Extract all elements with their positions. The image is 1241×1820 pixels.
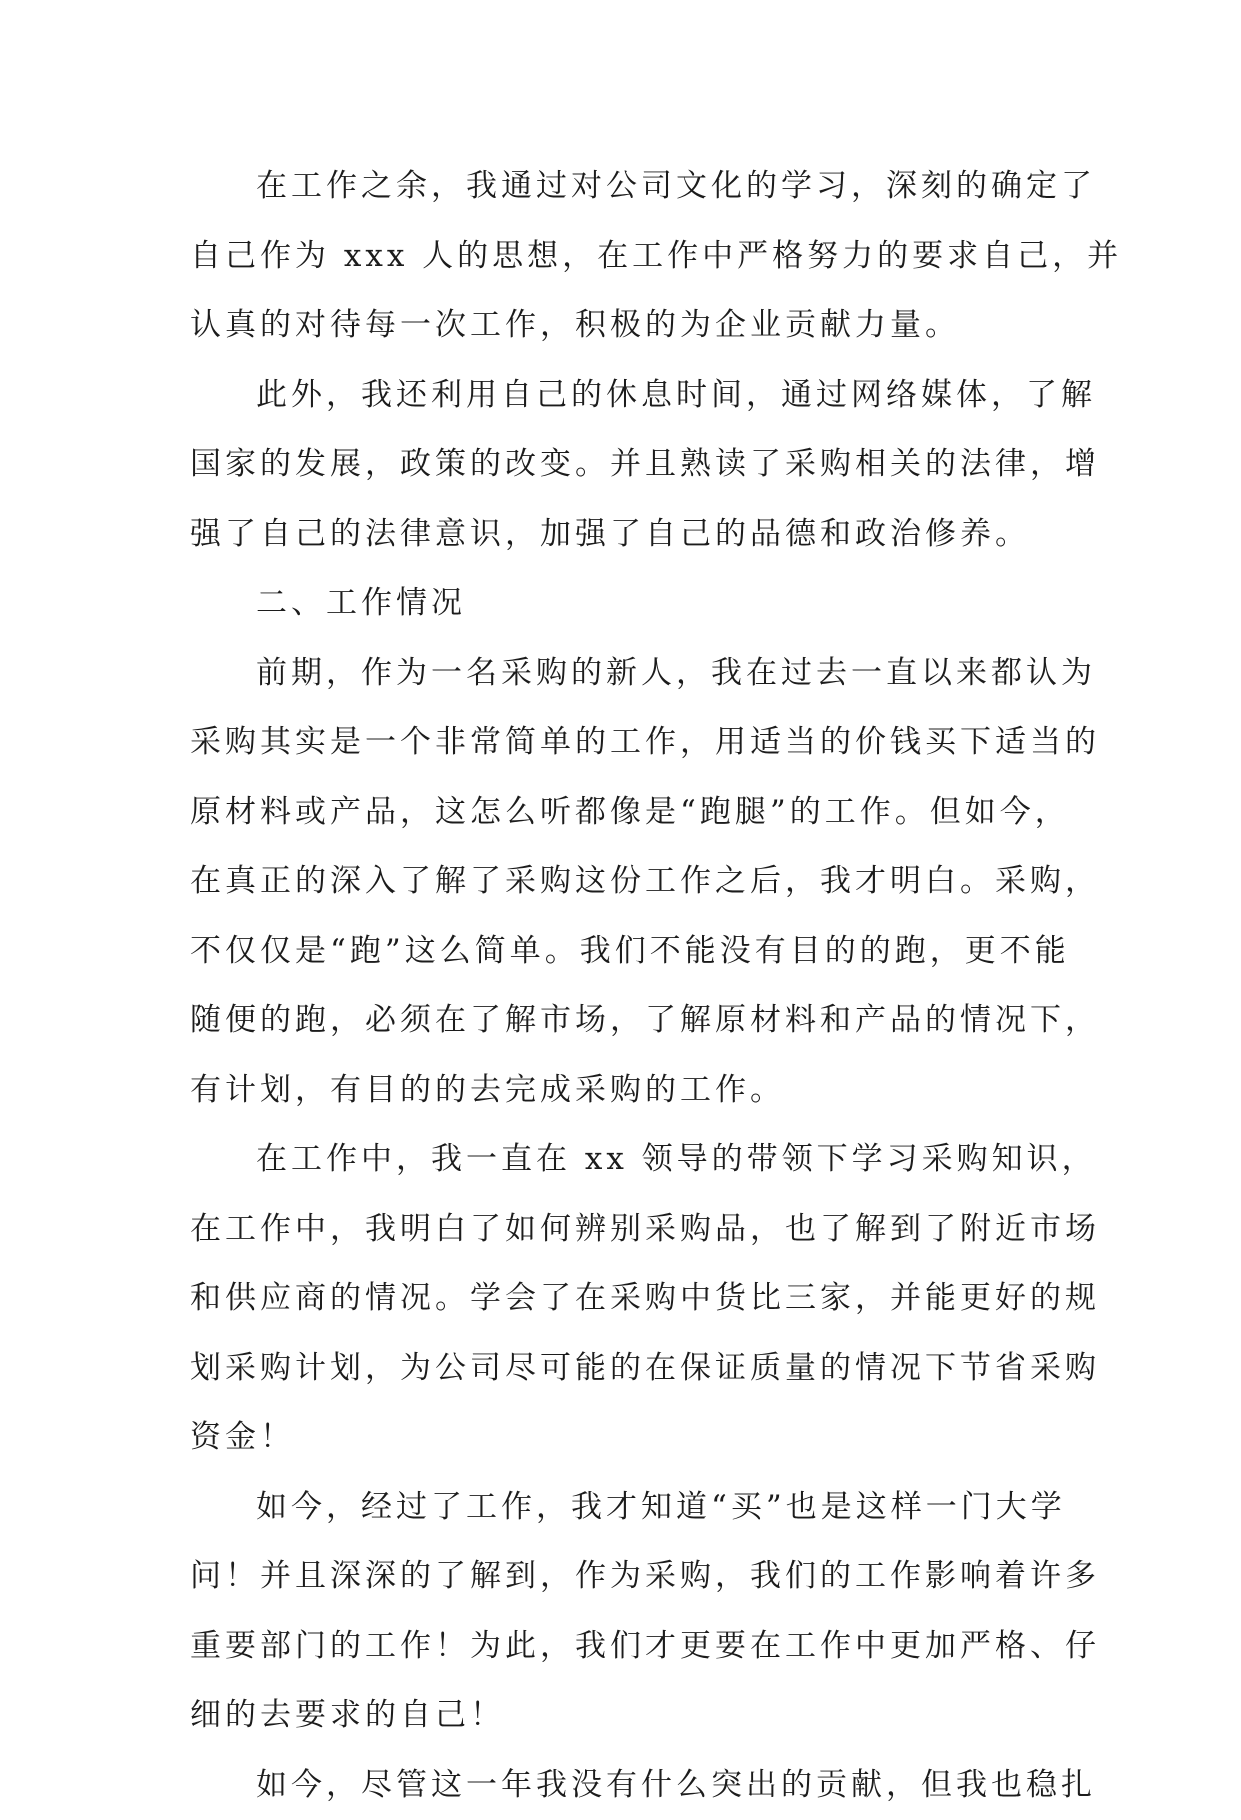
text-line: 采购其实是一个非常简单的工作，用适当的价钱买下适当的	[190, 708, 1065, 778]
text-line: 在真正的深入了解了采购这份工作之后，我才明白。采购，	[190, 847, 1065, 917]
text-line: 问！并且深深的了解到，作为采购，我们的工作影响着许多	[190, 1542, 1065, 1612]
body-text	[190, 152, 1065, 1820]
text-line: 细的去要求的自己！	[190, 1681, 1065, 1751]
text-line: 有计划，有目的的去完成采购的工作。	[190, 1056, 1065, 1126]
text-line: 不仅仅是“跑”这么简单。我们不能没有目的的跑，更不能	[190, 917, 1065, 987]
text-line: 如今，经过了工作，我才知道“买”也是这样一门大学	[190, 1473, 1065, 1543]
text-line: 国家的发展，政策的改变。并且熟读了采购相关的法律，增	[190, 430, 1065, 500]
text-line: 在工作中，我一直在 xx 领导的带领下学习采购知识，	[190, 1125, 1065, 1195]
text-line: 随便的跑，必须在了解市场，了解原材料和产品的情况下，	[190, 986, 1065, 1056]
text-line: 原材料或产品，这怎么听都像是“跑腿”的工作。但如今，	[190, 778, 1065, 848]
text-line: 和供应商的情况。学会了在采购中货比三家，并能更好的规	[190, 1264, 1065, 1334]
text-line: 在工作中，我明白了如何辨别采购品，也了解到了附近市场	[190, 1195, 1065, 1265]
text-line: 认真的对待每一次工作，积极的为企业贡献力量。	[190, 291, 1065, 361]
text-line: 此外，我还利用自己的休息时间，通过网络媒体，了解	[190, 361, 1065, 431]
text-line: 强了自己的法律意识，加强了自己的品德和政治修养。	[190, 500, 1065, 570]
text-line: 重要部门的工作！为此，我们才更要在工作中更加严格、仔	[190, 1612, 1065, 1682]
text-line: 划采购计划，为公司尽可能的在保证质量的情况下节省采购	[190, 1334, 1065, 1404]
text-line: 资金！	[190, 1403, 1065, 1473]
text-line: 在工作之余，我通过对公司文化的学习，深刻的确定了	[190, 152, 1065, 222]
text-line: 二、工作情况	[190, 569, 1065, 639]
text-line: 自己作为 xxx 人的思想，在工作中严格努力的要求自己，并	[190, 222, 1065, 292]
text-line: 前期，作为一名采购的新人，我在过去一直以来都认为	[190, 639, 1065, 709]
text-line: 如今，尽管这一年我没有什么突出的贡献，但我也稳扎	[190, 1751, 1065, 1820]
